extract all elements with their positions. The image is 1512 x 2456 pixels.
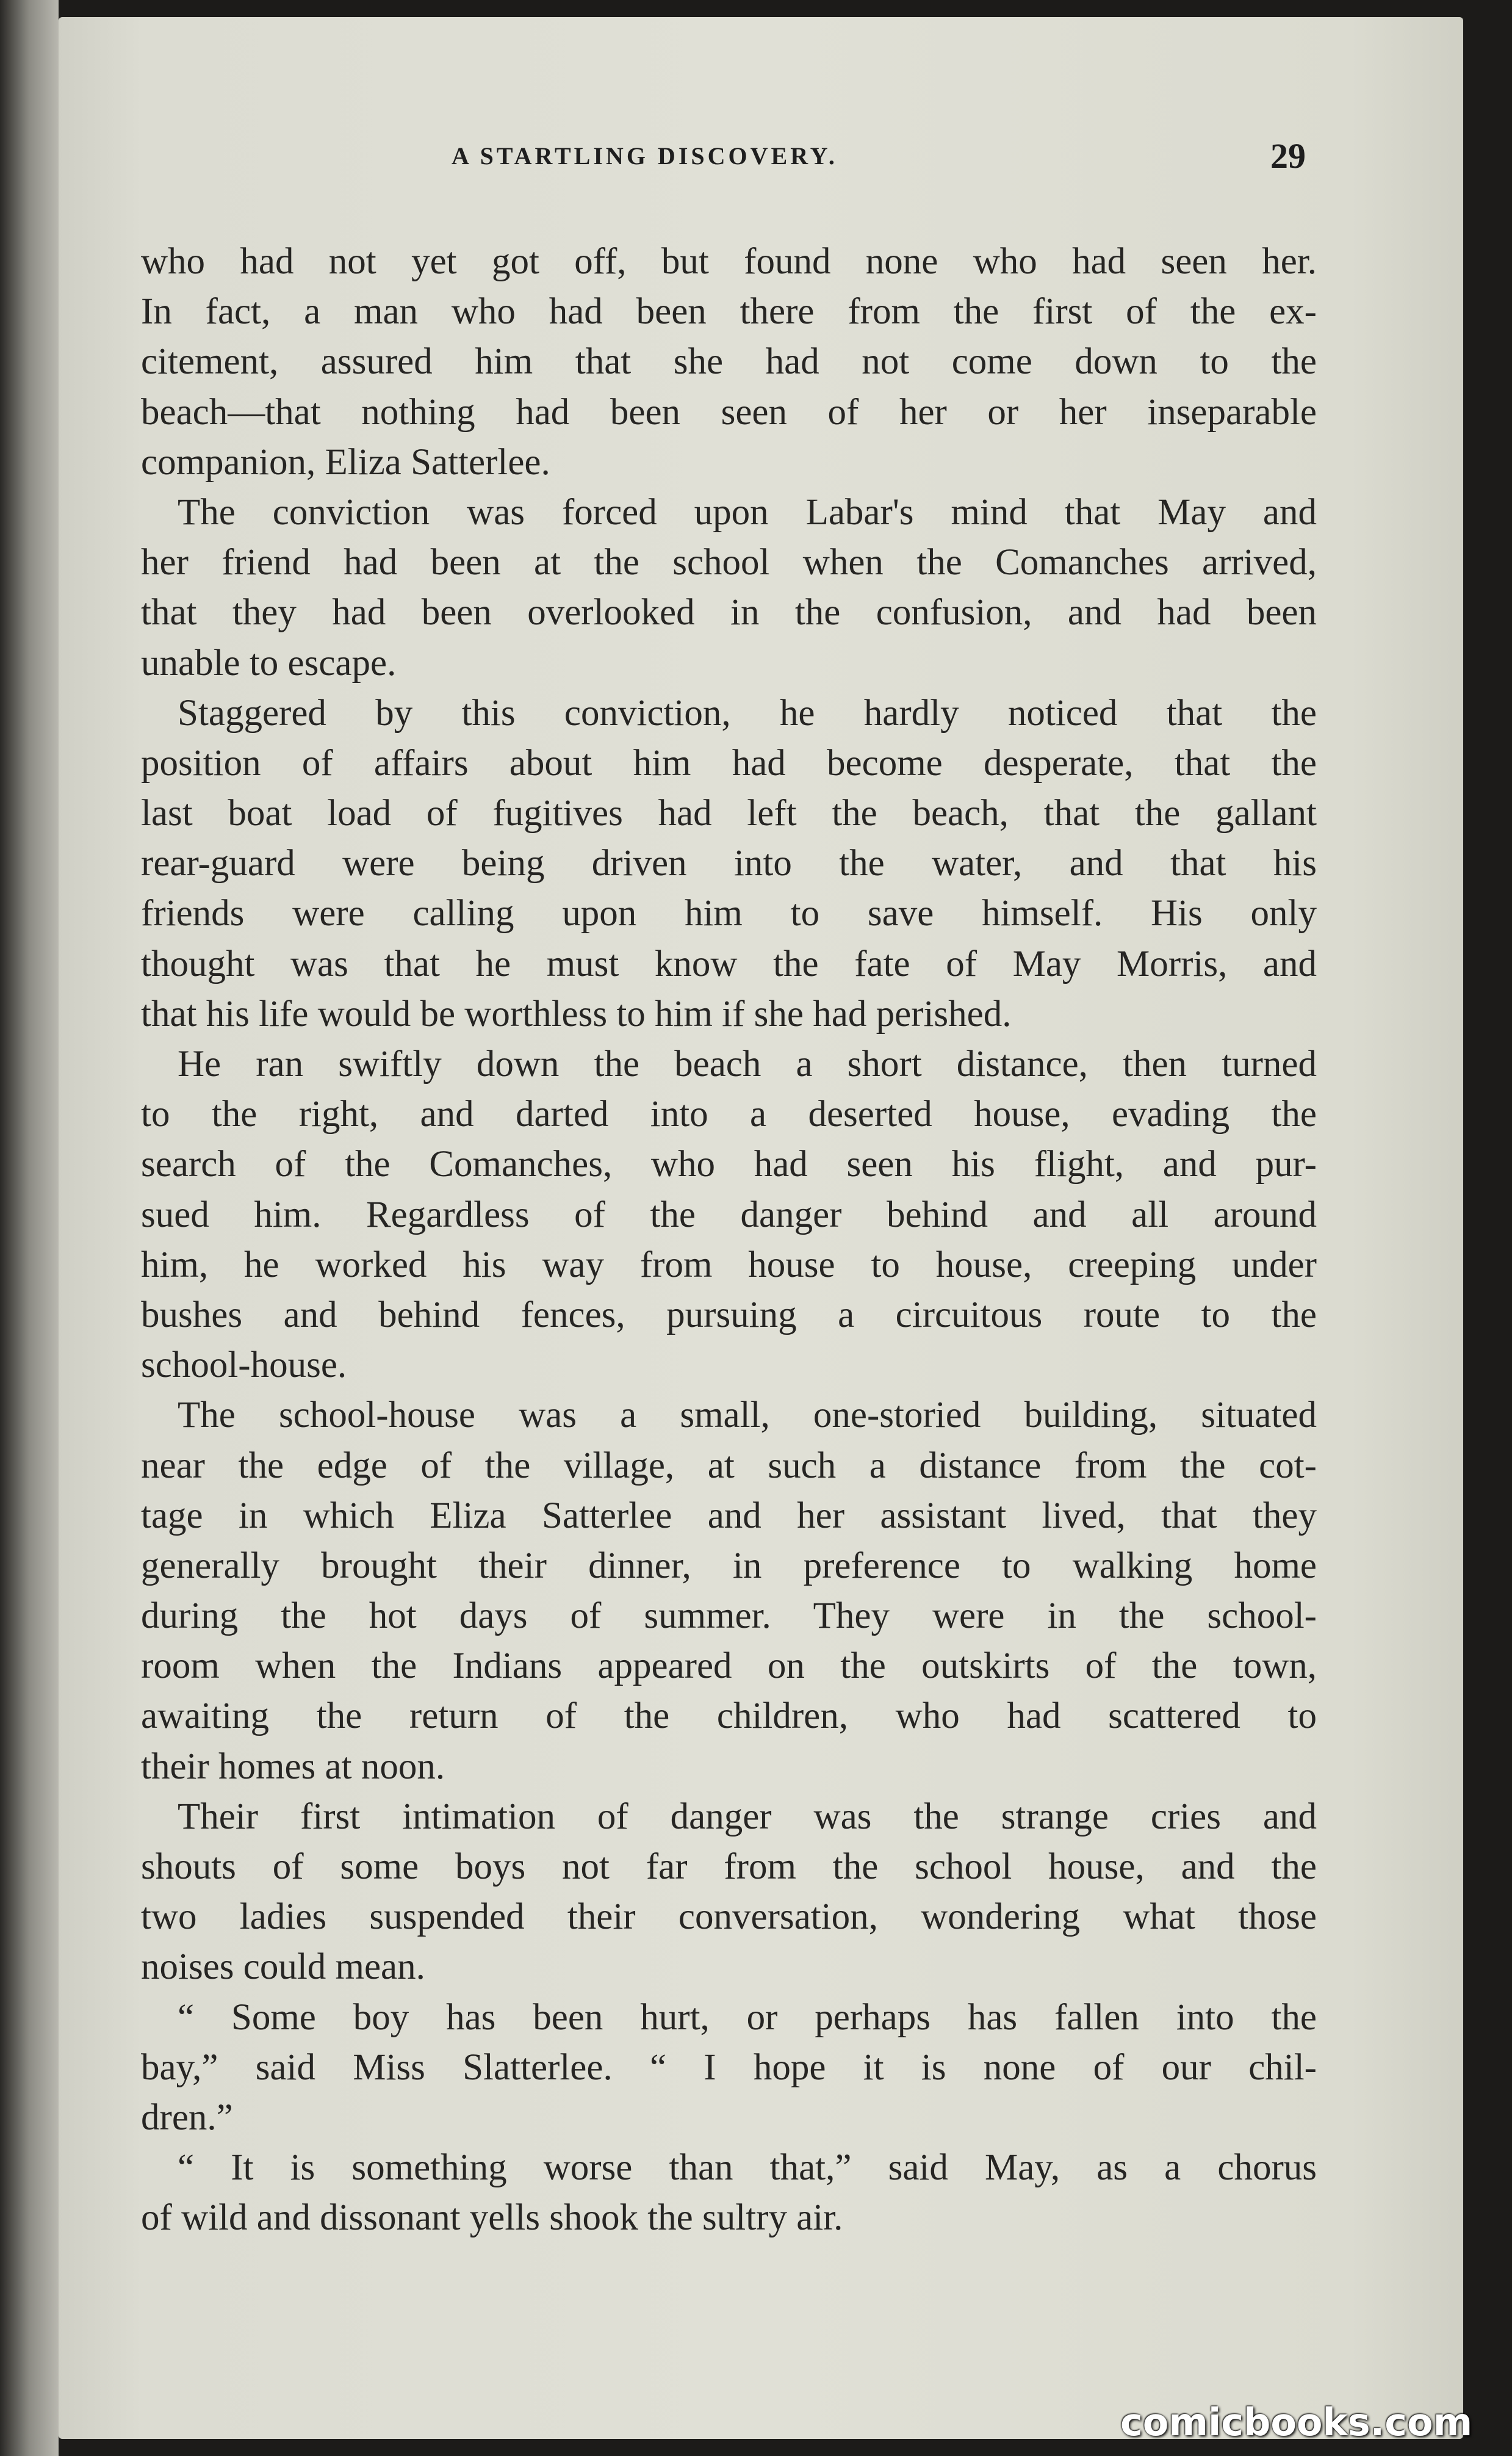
text-line: their homes at noon. [141, 1746, 445, 1787]
text-line: who had not yet got off, but found none who had seen her. [141, 241, 1317, 282]
text-line: bay,” said Miss Slatterlee. “ I hope it is none of our chil- [141, 2046, 1317, 2088]
text-line: bushes and behind fences, pursuing a circuitous route to the [141, 1294, 1317, 1335]
text-line: him, he worked his way from house to house, creeping under [141, 1244, 1317, 1285]
text-line: to the right, and darted into a deserted house, evading the [141, 1094, 1317, 1135]
text-line: awaiting the return of the children, who had scattered to [141, 1696, 1317, 1737]
text-line: rear-guard were being driven into the water, and that his [141, 843, 1317, 884]
text-line: generally brought their dinner, in preference to walking home [141, 1545, 1317, 1586]
text-line: sued him. Regardless of the danger behind and all around [141, 1194, 1317, 1235]
text-line: The school-house was a small, one-storied building, situated [178, 1395, 1317, 1436]
text-line: her friend had been at the school when the Comanches arrived, [141, 542, 1317, 583]
text-line: near the edge of the village, at such a distance from the cot- [141, 1445, 1317, 1486]
text-line: beach—that nothing had been seen of her or her inseparable [141, 391, 1317, 433]
text-line: The conviction was forced upon Labar's mind that May and [178, 491, 1317, 533]
text-line: friends were calling upon him to save himself. His only [141, 893, 1317, 934]
text-line: companion, Eliza Satterlee. [141, 441, 550, 483]
text-line: tage in which Eliza Satterlee and her assistant lived, that they [141, 1495, 1317, 1536]
text-line: citement, assured him that she had not come down to the [141, 341, 1317, 383]
text-line: “ It is something worse than that,” said May, as a chorus [178, 2147, 1317, 2189]
text-line: dren.” [141, 2097, 233, 2138]
text-line: search of the Comanches, who had seen his flight, and pur- [141, 1144, 1317, 1185]
text-line: of wild and dissonant yells shook the sultry air. [141, 2197, 843, 2239]
text-line: school-house. [141, 1345, 347, 1386]
text-line: Their first intimation of danger was the strange cries and [178, 1796, 1317, 1837]
text-line: two ladies suspended their conversation, wondering what those [141, 1896, 1317, 1938]
watermark: comicbooks.com [1120, 2400, 1473, 2444]
body-text [141, 237, 1317, 2244]
text-line: during the hot days of summer. They were in the school- [141, 1595, 1317, 1637]
text-line: room when the Indians appeared on the outskirts of the town, [141, 1645, 1317, 1687]
text-line: unable to escape. [141, 642, 397, 684]
text-line: “ Some boy has been hurt, or perhaps has fallen into the [178, 1996, 1317, 2038]
text-line: He ran swiftly down the beach a short distance, then turned [178, 1044, 1317, 1085]
text-line: In fact, a man who had been there from the first of the ex- [141, 291, 1317, 333]
running-head: A STARTLING DISCOVERY. [452, 142, 838, 170]
text-line: that they had been overlooked in the confusion, and had been [141, 592, 1317, 634]
text-line: shouts of some boys not far from the school house, and the [141, 1846, 1317, 1887]
book-spine-gutter [0, 0, 59, 2456]
text-line: last boat load of fugitives had left the beach, that the gallant [141, 793, 1317, 834]
text-line: position of affairs about him had become desperate, that the [141, 742, 1317, 784]
text-line: noises could mean. [141, 1946, 425, 1988]
page-number: 29 [1270, 136, 1306, 176]
text-line: Staggered by this conviction, he hardly noticed that the [178, 692, 1317, 734]
text-line: thought was that he must know the fate of May Morris, and [141, 943, 1317, 984]
text-line: that his life would be worthless to him if she had perished. [141, 993, 1012, 1035]
